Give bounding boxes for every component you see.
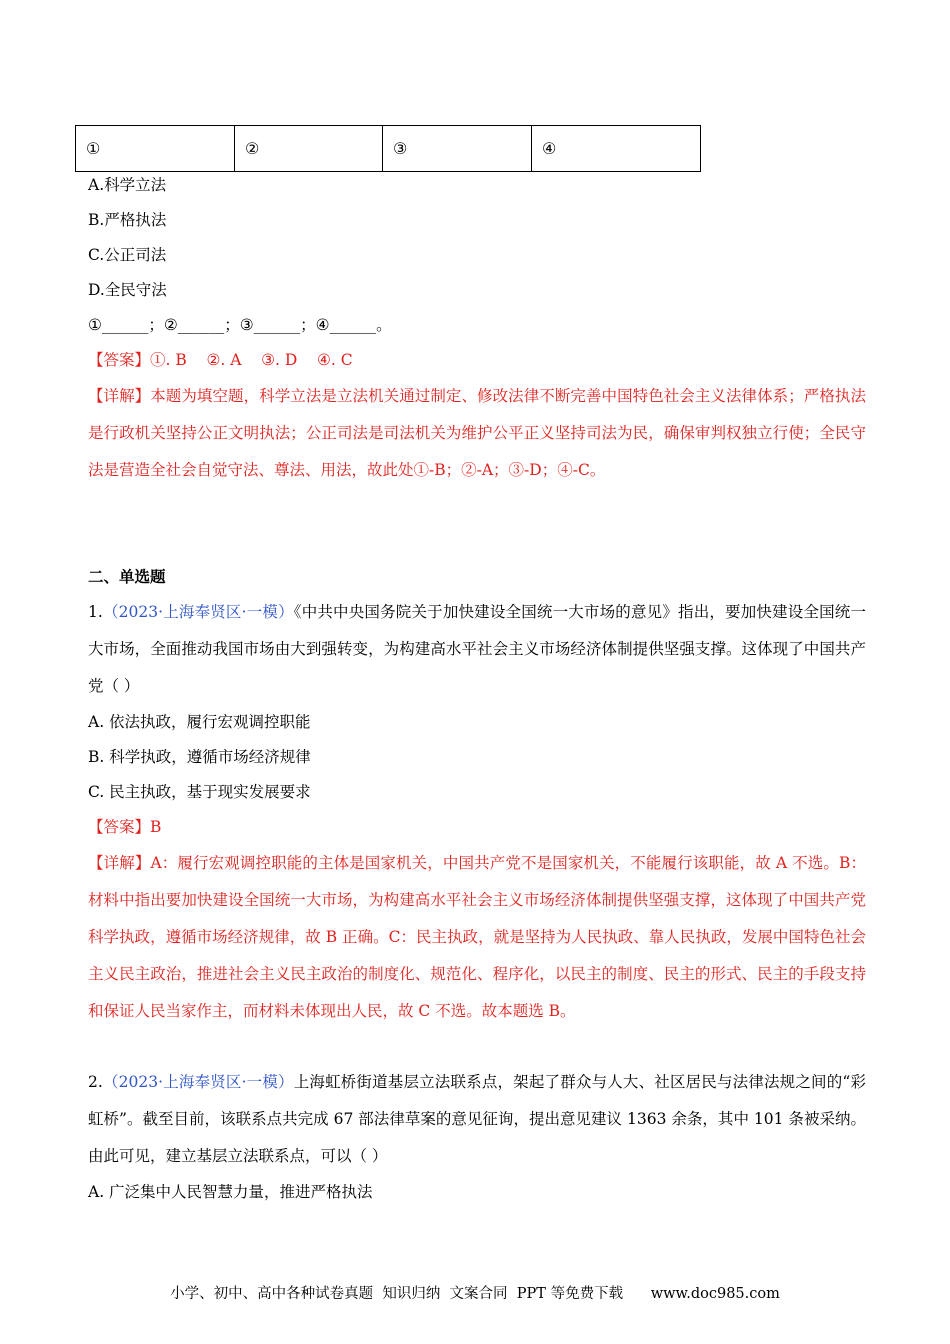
option-c: C.公正司法 xyxy=(88,246,167,264)
option-d: D.全民守法 xyxy=(88,281,167,299)
grid-cell-2: ② xyxy=(235,126,383,172)
grid-cell-4: ④ xyxy=(532,126,701,172)
q1-detail-paragraph xyxy=(88,845,866,1030)
q1-answer-text: B xyxy=(150,818,162,836)
q1-answer-line xyxy=(88,810,866,845)
q1-option-b: B. 科学执政，遵循市场经济规律 xyxy=(88,748,311,766)
q1-detail-text: A：履行宏观调控职能的主体是国家机关，中国共产党不是国家机关，不能履行该职能，故 A 不选。B：材料中指出要加快建设全国统一大市场，为构建高水平社会主义市场经济体制提供坚强支撑，这体现了中国共产党科学执政，遵循市场经济规律，故 B 正确。C：民主执政，就是坚持为人民执政、靠人民执政，发展中国特色社会主义民主政治，推进社会主义民主政治的制度化、规范化、程序化，以民主的制度、民主的形式、民主的手段支持和保证人民当家作主，而材料未体现出人民，故 C 不选。故本题选 B。 xyxy=(88,854,866,1020)
grid-cell-3: ③ xyxy=(383,126,532,172)
answer-tag: 【答案】 xyxy=(88,351,151,369)
q2-option-a: A. 广泛集中人民智慧力量，推进严格执法 xyxy=(88,1183,373,1201)
q1-stem xyxy=(88,594,866,705)
grid-cell-1: ① xyxy=(76,126,235,172)
detail-text: 本题为填空题，科学立法是立法机关通过制定、修改法律不断完善中国特色社会主义法律体系；严格执法是行政机关坚持公正文明执法；公正司法是司法机关为维护公平正义坚持司法为民，确保审判权独立行使；全民守法是营造全社会自觉守法、尊法、用法，故此处①-B；②-A；③-D；④-C。 xyxy=(88,387,866,479)
q1-option-a: A. 依法执政，履行宏观调控职能 xyxy=(88,713,311,731)
q1-source: （2023·上海奉贤区·一模） xyxy=(102,603,294,621)
q2-number: 2. xyxy=(88,1073,103,1091)
prev-question-block xyxy=(88,168,866,489)
q1-detail-tag: 【详解】 xyxy=(88,854,151,872)
q1-answer-tag: 【答案】 xyxy=(88,818,151,836)
detail-tag: 【详解】 xyxy=(88,387,151,405)
answer-text: ①. B ②. A ③. D ④. C xyxy=(150,351,353,369)
page-footer: 小学、初中、高中各种试卷真题 知识归纳 文案合同 PPT 等免费下载 www.doc985.com xyxy=(170,1286,780,1302)
question-1 xyxy=(88,594,866,1030)
section-title: 二、单选题 xyxy=(88,567,166,586)
q2-stem xyxy=(88,1064,866,1175)
q1-stem-text: 《中共中央国务院关于加快建设全国统一大市场的意见》指出，要加快建设全国统一大市场，全面推动我国市场由大到强转变，为构建高水平社会主义市场经济体制提供坚强支撑。这体现了中国共产党（ ） xyxy=(88,603,866,695)
answer-grid xyxy=(75,125,701,172)
q1-number: 1. xyxy=(88,603,103,621)
fill-blanks: ①______；②______；③______；④______。 xyxy=(88,316,392,334)
detail-paragraph xyxy=(88,378,866,489)
answer-line xyxy=(88,343,866,378)
option-b: B.严格执法 xyxy=(88,211,167,229)
option-a: A.科学立法 xyxy=(88,176,167,194)
question-2 xyxy=(88,1064,866,1210)
q2-source: （2023·上海奉贤区·一模） xyxy=(102,1073,294,1091)
q1-option-c: C. 民主执政，基于现实发展要求 xyxy=(88,783,311,801)
q2-stem-text: 上海虹桥街道基层立法联系点，架起了群众与人大、社区居民与法律法规之间的“彩虹桥”。截至目前，该联系点共完成 67 部法律草案的意见征询，提出意见建议 1363 余条，其中 101 条被采纳。由此可见，建立基层立法联系点，可以（ ） xyxy=(88,1073,866,1165)
